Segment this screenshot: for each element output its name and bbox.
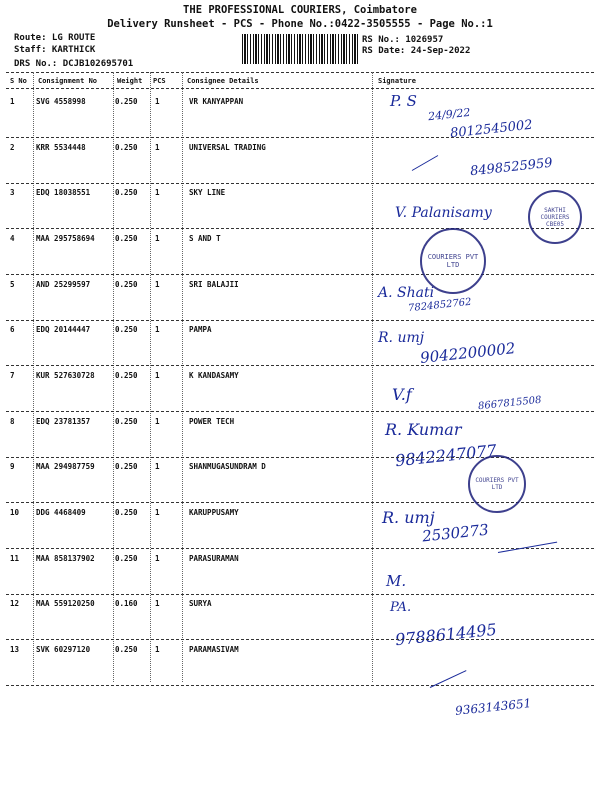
row-pcs: 1 — [155, 417, 160, 426]
row-weight: 0.250 — [115, 371, 138, 380]
row-pcs: 1 — [155, 325, 160, 334]
stamp-seal: COURIERS PVT LTD — [468, 455, 526, 513]
handwritten-signature: V. Palanisamy — [395, 205, 492, 221]
row-sno: 1 — [10, 97, 15, 106]
handwritten-signature: 9788614495 — [394, 619, 498, 650]
row-separator — [6, 137, 594, 138]
drs-number: DRS No.: DCJB102695701 — [14, 59, 134, 69]
col-divider — [33, 72, 34, 682]
row-pcs: 1 — [155, 97, 160, 106]
row-consignment-no: MAA 295758694 — [36, 234, 95, 243]
row-consignee: KARUPPUSAMY — [189, 508, 239, 517]
row-consignee: PARASURAMAN — [189, 554, 239, 563]
row-pcs: 1 — [155, 371, 160, 380]
row-separator — [6, 365, 594, 366]
col-divider — [372, 72, 373, 682]
row-weight: 0.250 — [115, 508, 138, 517]
row-consignee: S AND T — [189, 234, 221, 243]
row-weight: 0.250 — [115, 325, 138, 334]
rs-date: RS Date: 24-Sep-2022 — [362, 46, 471, 56]
header-bottom-rule — [6, 88, 594, 89]
row-weight: 0.250 — [115, 462, 138, 471]
row-weight: 0.250 — [115, 417, 138, 426]
handwritten-signature: R. umj — [382, 508, 435, 527]
col-header-pcs: PCS — [153, 77, 166, 85]
row-consignment-no: EDQ 18038551 — [36, 188, 91, 197]
handwritten-signature: 7824852762 — [407, 296, 473, 315]
row-consignment-no: DDG 4468409 — [36, 508, 86, 517]
staff-label: Staff: KARTHICK — [14, 45, 96, 55]
handwritten-signature: 9363143651 — [454, 696, 532, 718]
stamp-seal: SAKTHI COURIERS CBE05 — [528, 190, 582, 244]
col-header-consignee: Consignee Details — [187, 77, 259, 85]
row-sno: 11 — [10, 554, 20, 563]
row-consignee: SURYA — [189, 599, 212, 608]
row-pcs: 1 — [155, 462, 160, 471]
row-separator — [6, 548, 594, 549]
row-consignee: POWER TECH — [189, 417, 235, 426]
row-sno: 8 — [10, 417, 15, 426]
row-pcs: 1 — [155, 554, 160, 563]
row-sno: 5 — [10, 280, 15, 289]
row-sno: 7 — [10, 371, 15, 380]
row-separator — [6, 411, 594, 412]
row-separator — [6, 320, 594, 321]
row-pcs: 1 — [155, 280, 160, 289]
row-sno: 3 — [10, 188, 15, 197]
row-sno: 10 — [10, 508, 20, 517]
col-header-consignment: Consignment No — [38, 77, 98, 85]
row-pcs: 1 — [155, 599, 160, 608]
handwritten-signature: 9842247077 — [394, 440, 498, 471]
signature-scribble — [412, 155, 438, 171]
runsheet-subtitle: Delivery Runsheet - PCS - Phone No.:0422-3505555 - Page No.:1 — [107, 18, 493, 30]
row-sno: 12 — [10, 599, 20, 608]
row-pcs: 1 — [155, 234, 160, 243]
handwritten-signature: 9042200002 — [419, 339, 517, 367]
row-weight: 0.250 — [115, 143, 138, 152]
row-pcs: 1 — [155, 188, 160, 197]
row-weight: 0.250 — [115, 234, 138, 243]
row-weight: 0.250 — [115, 188, 138, 197]
row-weight: 0.160 — [115, 599, 138, 608]
row-consignment-no: KRR 5534448 — [36, 143, 86, 152]
row-consignee: UNIVERSAL TRADING — [189, 143, 266, 152]
row-sno: 2 — [10, 143, 15, 152]
row-separator — [6, 594, 594, 595]
handwritten-signature: 2530273 — [421, 520, 490, 546]
row-weight: 0.250 — [115, 280, 138, 289]
row-sno: 6 — [10, 325, 15, 334]
row-consignment-no: EDQ 23781357 — [36, 417, 91, 426]
row-consignment-no: MAA 294987759 — [36, 462, 95, 471]
row-separator — [6, 183, 594, 184]
company-title: THE PROFESSIONAL COURIERS, Coimbatore — [183, 4, 417, 16]
row-sno: 4 — [10, 234, 15, 243]
col-divider — [113, 72, 114, 682]
handwritten-signature: M. — [386, 572, 407, 590]
handwritten-signature: 8498525959 — [469, 155, 554, 180]
header-top-rule — [6, 72, 594, 73]
row-consignment-no: KUR 527630728 — [36, 371, 95, 380]
col-header-sno: S No — [10, 77, 27, 85]
row-pcs: 1 — [155, 645, 160, 654]
row-separator — [6, 685, 594, 686]
row-consignee: K KANDASAMY — [189, 371, 239, 380]
row-sno: 9 — [10, 462, 15, 471]
row-sno: 13 — [10, 645, 20, 654]
col-divider — [182, 72, 183, 682]
row-consignee: VR KANYAPPAN — [189, 97, 244, 106]
row-pcs: 1 — [155, 508, 160, 517]
handwritten-signature: 24/9/22 — [427, 105, 471, 124]
route-label: Route: LG ROUTE — [14, 33, 96, 43]
col-header-signature: Signature — [378, 77, 416, 85]
handwritten-signature: 8667815508 — [477, 394, 543, 413]
handwritten-signature: R. umj — [378, 330, 425, 346]
row-weight: 0.250 — [115, 97, 138, 106]
stamp-seal: COURIERS PVT LTD — [420, 228, 486, 294]
row-weight: 0.250 — [115, 554, 138, 563]
row-pcs: 1 — [155, 143, 160, 152]
row-consignment-no: SVK 60297120 — [36, 645, 91, 654]
handwritten-signature: PA. — [390, 600, 412, 615]
row-consignment-no: SVG 4558998 — [36, 97, 86, 106]
handwritten-signature: V.f — [392, 385, 412, 404]
row-consignment-no: MAA 559120250 — [36, 599, 95, 608]
row-separator — [6, 639, 594, 640]
handwritten-signature: P. S — [390, 92, 417, 110]
row-consignee: PARAMASIVAM — [189, 645, 239, 654]
row-consignee: SRI BALAJII — [189, 280, 239, 289]
row-consignee: SKY LINE — [189, 188, 226, 197]
row-consignee: PAMPA — [189, 325, 212, 334]
barcode — [242, 34, 358, 64]
row-consignment-no: EDQ 20144447 — [36, 325, 91, 334]
rs-number: RS No.: 1026957 — [362, 35, 444, 45]
row-separator — [6, 228, 594, 229]
handwritten-signature: R. Kumar — [385, 420, 462, 439]
row-separator — [6, 274, 594, 275]
row-weight: 0.250 — [115, 645, 138, 654]
row-consignment-no: MAA 858137902 — [36, 554, 95, 563]
handwritten-signature: A. Shati — [378, 285, 435, 301]
col-divider — [150, 72, 151, 682]
col-header-weight: Weight — [117, 77, 143, 85]
row-consignee: SHANMUGASUNDRAM D — [189, 462, 266, 471]
row-consignment-no: AND 25299597 — [36, 280, 91, 289]
handwritten-signature: 8012545002 — [449, 117, 534, 142]
